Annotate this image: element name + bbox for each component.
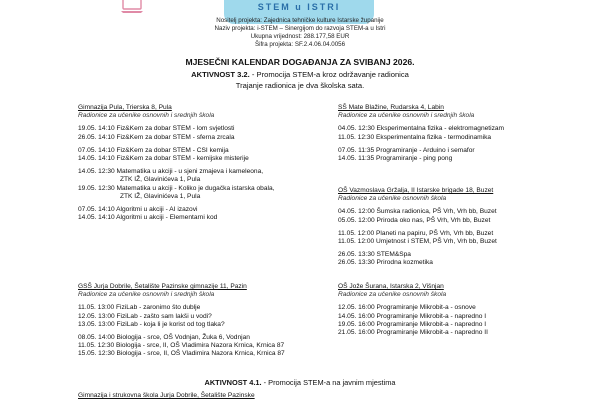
logo-text: STEM u ISTRI — [257, 2, 341, 12]
list-item: 07.05. 14:10 Algoritmi u akciji - AI izazovi — [78, 206, 198, 214]
list-item: 26.05. 13:30 Prirodna kozmetika — [338, 259, 433, 267]
list-item: 19.05. 12:30 Matematika u akciji - Koliko je dugačka istarska obala, — [78, 184, 275, 192]
list-item: 13.05. 13:00 FiziLab - koja li je korist od tog tlaka? — [78, 320, 225, 328]
list-item: 07.05. 11:35 Programiranje - Arduino i semafor — [338, 146, 475, 154]
school-name: Gimnazija Pula, Trierska 8, Pula — [78, 104, 172, 111]
school-block-visnjan — [338, 283, 588, 337]
school-subtitle: Radionice za učenike osnovnih škola — [338, 195, 447, 203]
list-item: 19.05. 14:10 Fiz&Kem za dobar STEM - lom svjetlosti — [78, 125, 235, 133]
activity-heading — [0, 70, 600, 79]
school-subtitle: Radionice za učenike osnovnih i srednjih škola — [78, 112, 215, 120]
list-item: 12.05. 16:00 Programiranje Mikrobit-a - osnove — [338, 304, 476, 312]
list-item: 19.05. 16:00 Programiranje Mikrobit-a - napredno I — [338, 320, 487, 328]
list-item: 26.05. 14:10 Fiz&Kem za dobar STEM - sferna zrcala — [78, 133, 235, 141]
list-item: 11.05. 12:30 Biologija - srce, II, OŠ Vladimira Nazora Krnica, Krnica 87 — [78, 342, 285, 350]
school-subtitle: Radionice za učenike osnovnih škola — [338, 291, 447, 299]
list-item: 04.05. 12:00 Šumska radionica, PŠ Vrh, Vrh bb, Buzet — [338, 208, 497, 216]
project-holder: Nositelj projekta: Zajednica tehničke kulture Istarske županije — [216, 17, 384, 24]
list-item: 11.05. 13:00 FiziLab - zaronimo što dublje — [78, 304, 201, 312]
school-name: OŠ Vazmoslava Gržalja, II Istarske brigade 18, Buzet — [338, 187, 494, 194]
list-item: 14.05. 14:10 Fiz&Kem za dobar STEM - kemijske misterije — [78, 155, 249, 163]
school-name: SŠ Mate Blažine, Rudarska 4, Labin — [338, 104, 444, 111]
activity-text: - Promocija STEM-a kroz održavanje radionica — [249, 70, 409, 79]
list-item: 07.05. 14:10 Fiz&Kem za dobar STEM - CSI kemija — [78, 146, 229, 154]
list-item: ZTK IŽ, Glavinićeva 1, Pula — [120, 176, 201, 184]
activity-heading-2 — [0, 378, 600, 387]
school-block-pula — [78, 104, 338, 222]
list-item: 26.05. 13:30 STEM&Spa — [338, 251, 411, 259]
activity-code-2: AKTIVNOST 4.1. — [204, 378, 262, 387]
project-value: Ukupna vrijednost: 288.177,58 EUR — [250, 33, 350, 40]
list-item: 12.05. 13:00 FiziLab - zašto sam lakši u vodi? — [78, 312, 212, 320]
list-item: 14.05. 14:10 Algoritmi u akciji - Elementarni kod — [78, 214, 218, 222]
activity-code: AKTIVNOST 3.2. — [191, 70, 250, 79]
school-block-labin — [338, 104, 588, 163]
project-name: Naziv projekta: i-STEM – Sinergijom do razvoja STEM-a u Istri — [214, 25, 386, 32]
list-item: 14.05. 11:35 Programiranje - ping pong — [338, 155, 453, 163]
activity-text-2: - Promocija STEM-a na javnim mjestima — [261, 378, 396, 387]
list-item: ZTK IŽ, Glavinićeva 1, Pula — [120, 192, 201, 200]
list-item: 14.05. 16:00 Programiranje Mikrobit-a - napredno I — [338, 312, 487, 320]
duration-note: Trajanje radionica je dva školska sata. — [235, 81, 365, 90]
list-item: 11.05. 12:00 Umjetnost i STEM, PŠ Vrh, Vrh bb, Buzet — [338, 238, 497, 246]
list-item: 21.05. 16:00 Programiranje Mikrobit-a - napredno II — [338, 329, 488, 337]
list-item: 08.05. 14:00 Biologija - srce, OŠ Vodnjan, Žuka 6, Vodnjan — [78, 334, 250, 342]
list-item: 11.05. 12:30 Eksperimentalna fizika - termodinamika — [338, 133, 492, 141]
school-block-buzet — [338, 187, 588, 268]
list-item: 05.05. 12:00 Priroda oko nas, PŠ Vrh, Vrh bb, Buzet — [338, 216, 491, 224]
project-code: Šifra projekta: SF.2.4.06.04.0056 — [254, 41, 346, 48]
laptop-icon — [120, 0, 144, 14]
page-title: MJESEČNI KALENDAR DOGAĐANJA ZA SVIBANJ 2026. — [185, 57, 415, 67]
list-item: 04.05. 12:30 Eksperimentalna fizika - elektromagnetizam — [338, 125, 505, 133]
school-name: OŠ Jože Šurana, Istarska 2, Višnjan — [338, 283, 444, 290]
school-name: GSŠ Jurja Dobrile, Šetalište Pazinske gimnazije 11, Pazin — [78, 283, 247, 290]
school-subtitle: Radionice za učenike osnovnih i srednjih škola — [78, 291, 215, 299]
list-item: 14.05. 12:30 Matematika u akciji - u sjeni zmajeva i kameleona, — [78, 168, 264, 176]
list-item: 15.05. 12:30 Biologija - srce, II, OŠ Vladimira Nazora Krnica, Krnica 87 — [78, 350, 285, 358]
school-block-pazin — [78, 283, 338, 359]
list-item: 11.05. 12:00 Planeti na papiru, PŠ Vrh, Vrh bb, Buzet — [338, 229, 494, 237]
school-subtitle: Radionice za učenike osnovnih i srednjih škola — [338, 112, 475, 120]
school-name-next: Gimnazija i strukovna škola Jurja Dobrile, Šetalište Pazinske — [78, 392, 255, 399]
